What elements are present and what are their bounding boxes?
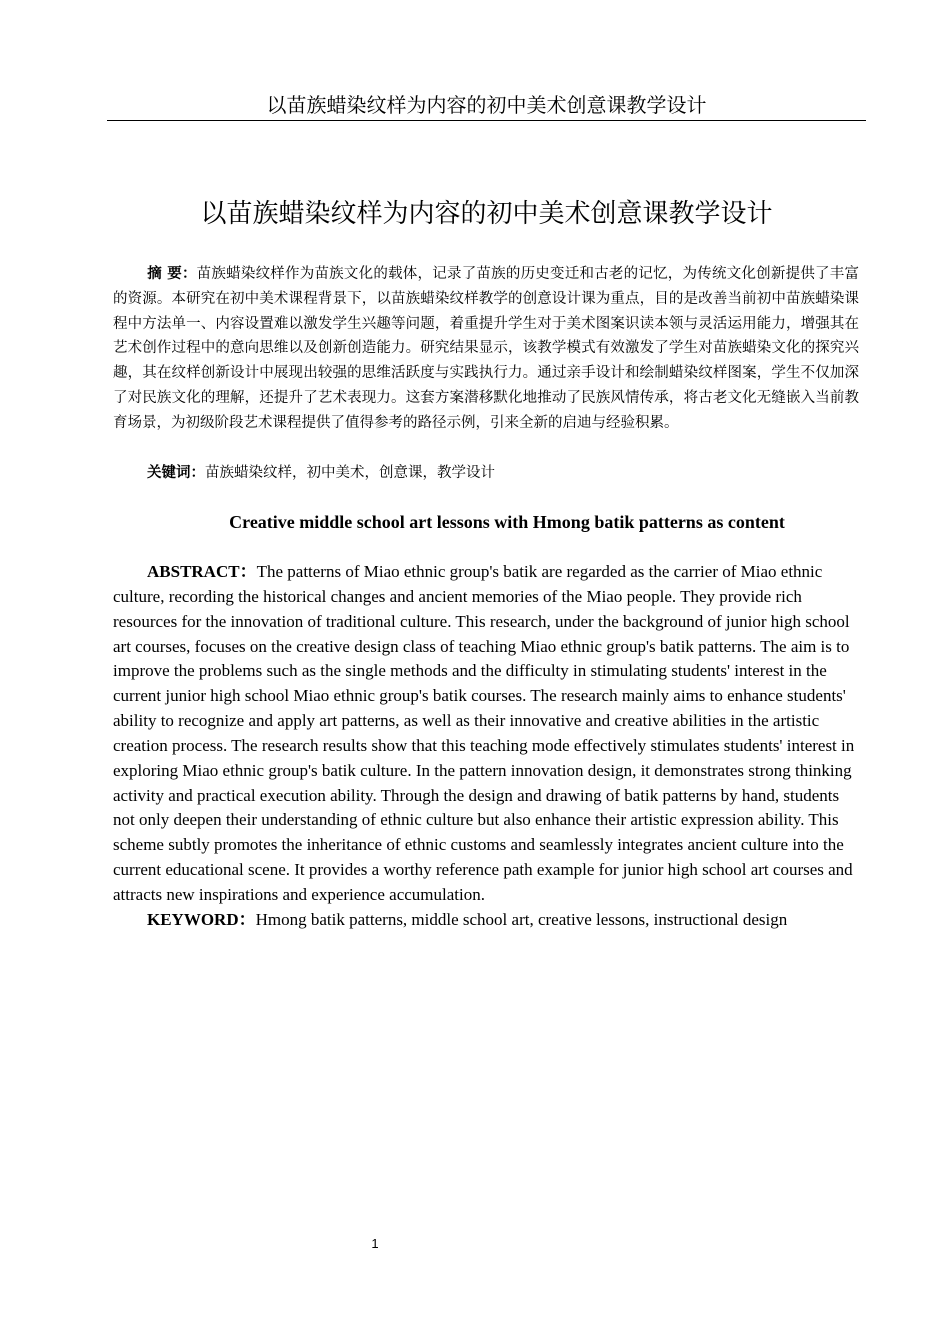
keywords-en-label: KEYWORD： (147, 910, 256, 929)
abstract-cn (113, 262, 859, 436)
keywords-cn-label: 关键词： (147, 464, 205, 481)
abstract-cn-text: 苗族蜡染纹样作为苗族文化的载体，记录了苗族的历史变迁和古老的记忆，为传统文化创新提供了丰富的资源。本研究在初中美术课程背景下，以苗族蜡染纹样教学的创意设计课为重点，目的是改善当前初中苗族蜡染课程中方法单一、内容设置难以激发学生兴趣等问题，着重提升学生对于美术图案识读本领与灵活运用能力，增强其在艺术创作过程中的意向思维以及创新创造能力。研究结果显示，该教学模式有效激发了学生对苗族蜡染文化的探究兴趣，其在纹样创新设计中展现出较强的思维活跃度与实践执行力。通过亲手设计和绘制蜡染纹样图案，学生不仅加深了对民族文化的理解，还提升了艺术表现力。这套方案潜移默化地推动了民族风情传承，将古老文化无缝嵌入当前教育场景，为初级阶段艺术课程提供了值得参考的路径示例，引来全新的启迪与经验积累。 (113, 266, 859, 431)
keywords-en-text: Hmong batik patterns, middle school art, creative lessons, instructional design (255, 910, 788, 929)
keywords-cn-text: 苗族蜡染纹样，初中美术，创意课，教学设计 (205, 465, 495, 481)
running-header: 以苗族蜡染纹样为内容的初中美术创意课教学设计 (107, 92, 866, 121)
abstract-en-text: The patterns of Miao ethnic group's batik are regarded as the carrier of Miao ethnic culture, recording the historical changes and ancient memories of the Miao people. They provide rich resources for the innovation of traditional culture. This research, under the background of junior high school art courses, focuses on the creative design class of teaching Miao ethnic group's batik patterns. The aim is to improve the problems such as the single methods and the difficulty in stimulating students' interest in the current junior high school Miao ethnic group's batik courses. The research mainly aims to enhance students' ability to recognize and apply art patterns, as well as their innovative and creative abilities in the artistic creation process. The research results show that this teaching mode effectively stimulates students' interest in exploring Miao ethnic group's batik culture. In the pattern innovation design, it demonstrates strong thinking activity and practical execution ability. Through the design and drawing of batik patterns by hand, students not only deepen their understanding of ethnic culture but also enhance their artistic expression ability. This scheme subtly promotes the inheritance of ethnic customs and seamlessly integrates ancient culture into the current educational scene. It provides a worthy reference path example for junior high school art courses and attracts new inspirations and experience accumulation. (113, 562, 855, 904)
abstract-cn-label: 摘 要： (147, 265, 197, 282)
abstract-en (113, 560, 859, 908)
abstract-en-label: ABSTRACT： (147, 562, 257, 581)
page-number: 1 (371, 1236, 379, 1251)
keywords-cn (113, 461, 859, 486)
page-title-cn: 以苗族蜡染纹样为内容的初中美术创意课教学设计 (200, 199, 773, 229)
page-title-en: Creative middle school art lessons with Hmong batik patterns as content (229, 512, 785, 532)
keywords-en (113, 908, 859, 933)
